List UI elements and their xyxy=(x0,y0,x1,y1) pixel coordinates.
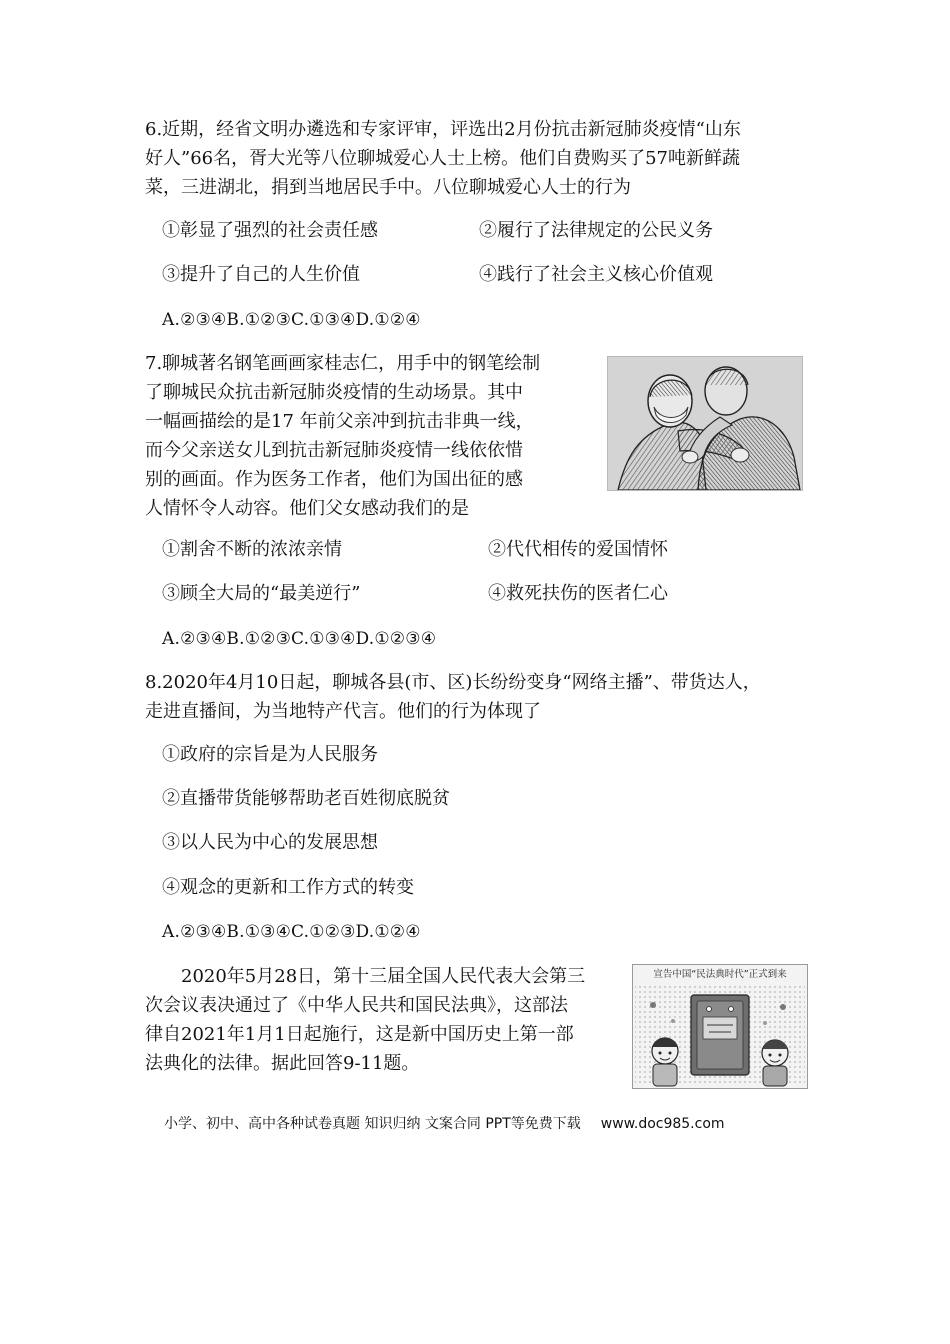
question-6-line-1: 6.近期，经省文明办遴选和专家评审，评选出2月份抗击新冠肺炎疫情“山东 xyxy=(145,119,741,140)
question-6-option-3: ③提升了自己的人生价值 xyxy=(162,264,360,285)
footer-url-link[interactable]: www.doc985.com xyxy=(600,1116,725,1132)
question-7-line-3: 一幅画描绘的是17 年前父亲冲到抗击非典一线， xyxy=(145,411,534,432)
question-8-answer-choices: A.②③④B.①③④C.①②③D.①②④ xyxy=(162,922,421,942)
footer-text: 小学、初中、高中各种试卷真题 知识归纳 文案合同 PPT等免费下载 xyxy=(164,1116,581,1132)
question-8-line-1: 8.2020年4月10日起，聊城各县(市、区)长纷纷变身“网络主播”、带货达人， xyxy=(145,672,761,693)
question-8-option-1: ①政府的宗旨是为人民服务 xyxy=(162,744,378,765)
question-6-option-2: ②履行了法律规定的公民义务 xyxy=(479,220,713,241)
question-7-line-6: 人情怀令人动容。他们父女感动我们的是 xyxy=(145,498,469,519)
question-7-line-4: 而今父亲送女儿到抗击新冠肺炎疫情一线依依惜 xyxy=(145,440,523,461)
question-7-option-2: ②代代相传的爱国情怀 xyxy=(488,539,668,560)
question-7-answer-choices: A.②③④B.①②③C.①③④D.①②③④ xyxy=(162,629,437,649)
passage-line-1: 2020年5月28日，第十三届全国人民代表大会第三 xyxy=(145,966,586,987)
page-footer xyxy=(164,1112,725,1136)
passage-line-3: 律自2021年1月1日起施行，这是新中国历史上第一部 xyxy=(145,1024,574,1045)
question-8-line-2: 走进直播间，为当地特产代言。他们的行为体现了 xyxy=(145,701,541,722)
question-7-line-1: 7.聊城著名钢笔画画家桂志仁，用手中的钢笔绘制 xyxy=(145,353,541,374)
cartoon-title: 宣告中国“民法典时代”正式到来 xyxy=(653,969,787,980)
question-6-line-3: 菜，三进湖北，捐到当地居民手中。八位聊城爱心人士的行为 xyxy=(145,177,631,198)
question-7-option-1: ①割舍不断的浓浓亲情 xyxy=(162,539,342,560)
question-6-option-1: ①彰显了强烈的社会责任感 xyxy=(162,220,378,241)
civil-code-cartoon-image xyxy=(632,964,808,1089)
question-6-line-2: 好人”66名，胥大光等八位聊城爱心人士上榜。他们自费购买了57吨新鲜蔬 xyxy=(145,148,741,169)
question-6-answer-choices: A.②③④B.①②③C.①③④D.①②④ xyxy=(162,310,421,330)
question-7-option-4: ④救死扶伤的医者仁心 xyxy=(488,583,668,604)
question-8-option-3: ③以人民为中心的发展思想 xyxy=(162,832,378,853)
passage-line-4: 法典化的法律。据此回答9-11题。 xyxy=(145,1053,420,1074)
question-7-line-2: 了聊城民众抗击新冠肺炎疫情的生动场景。其中 xyxy=(145,382,523,403)
question-8-option-4: ④观念的更新和工作方式的转变 xyxy=(162,877,414,898)
question-6-option-4: ④践行了社会主义核心价值观 xyxy=(479,264,713,285)
question-7-line-5: 别的画面。作为医务工作者，他们为国出征的感 xyxy=(145,469,523,490)
civil-code-cartoon-drawing xyxy=(633,965,807,1088)
pencil-sketch-drawing xyxy=(608,357,802,490)
passage-line-2: 次会议表决通过了《中华人民共和国民法典》，这部法 xyxy=(145,995,568,1016)
pencil-sketch-image xyxy=(607,356,803,491)
question-8-option-2: ②直播带货能够帮助老百姓彻底脱贫 xyxy=(162,788,450,809)
question-7-option-3: ③顾全大局的“最美逆行” xyxy=(162,583,361,604)
